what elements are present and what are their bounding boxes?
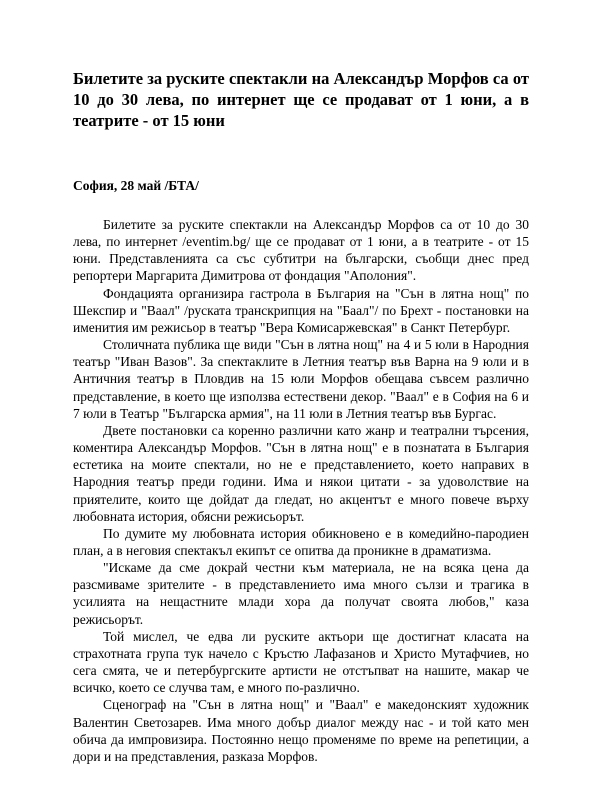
paragraph: Двете постановки са коренно различни като жанр и театрални търсения, коментира Александър Морфов. "Сън в лятна нощ" е в познатата в България естетика на моите спектали, но не е представлението, което направих в Народния театър преди години. Има и някои цитати - за удоволствие на приятелите, които ще дойдат да гледат, но акцентът е много повече върху любовната история, обясни режисьорът.: [73, 422, 529, 524]
article-title: Билетите за руските спектакли на Александър Морфов са от 10 до 30 лева, по интернет ще се продават от 1 юни, а в театрите - от 15 юни: [73, 69, 529, 130]
article-dateline: София, 28 май /БТА/: [73, 178, 199, 193]
paragraph: Столичната публика ще види "Сън в лятна нощ" на 4 и 5 юли в Народния театър "Иван Вазов". За спектаклите в Летния театър във Варна на 9 юли и в Античния театър в Пловдив на 15 юли Морфов обещава съвсем различно представление, в което ще използва естествени декор. "Ваал" е в София на 6 и 7 юли в Театър "Българска армия", на 11 юли в Летния театър във Бургас.: [73, 337, 529, 421]
paragraph: Сценограф на "Сън в лятна нощ" и "Ваал" е македонският художник Валентин Светозарев. Има много добър диалог между нас - и той като мен обича да импровизира. Постоянно нещо променяме по време на репетиции, а дори и на представления, разказа Морфов.: [73, 697, 529, 764]
paragraph: Билетите за руските спектакли на Александър Морфов са от 10 до 30 лева, по интернет /eventim.bg/ ще се продават от 1 юни, а в театрите - от 15 юни. Представленията са със субтитри на български, съобщи днес пред репортери Маргарита Димитрова от фондация "Аполония".: [73, 217, 529, 284]
paragraph: По думите му любовната история обикновено е в комедийно-пародиен план, а в неговия спектакъл екипът се опитва да проникне в драматизма.: [73, 525, 529, 558]
paragraph: Той мислел, че едва ли руските актьори ще достигнат класата на страхотната група тук начело с Кръстю Лафазанов и Христо Мутафчиев, но сега смята, че и петербургските артисти не отстъпват на нашите, макар че всичко, което се случва там, е много по-различно.: [73, 628, 529, 696]
paragraph: "Искаме да сме докрай честни към материала, не на всяка цена да разсмиваме зрителите - в представлението има много сълзи и трагика в усилията на нещастните млади хора да получат своята любов," каза режисьорът.: [73, 560, 529, 627]
article-body: [73, 216, 529, 765]
paragraph: Фондацията организира гастрола в България на "Сън в лятна нощ" по Шекспир и "Ваал" /руската транскрипция на "Баал"/ по Брехт - постановки на именития им режисьор в театър "Вера Комисаржевская" в Санкт Петербург.: [73, 285, 529, 335]
document-page: [73, 68, 529, 765]
